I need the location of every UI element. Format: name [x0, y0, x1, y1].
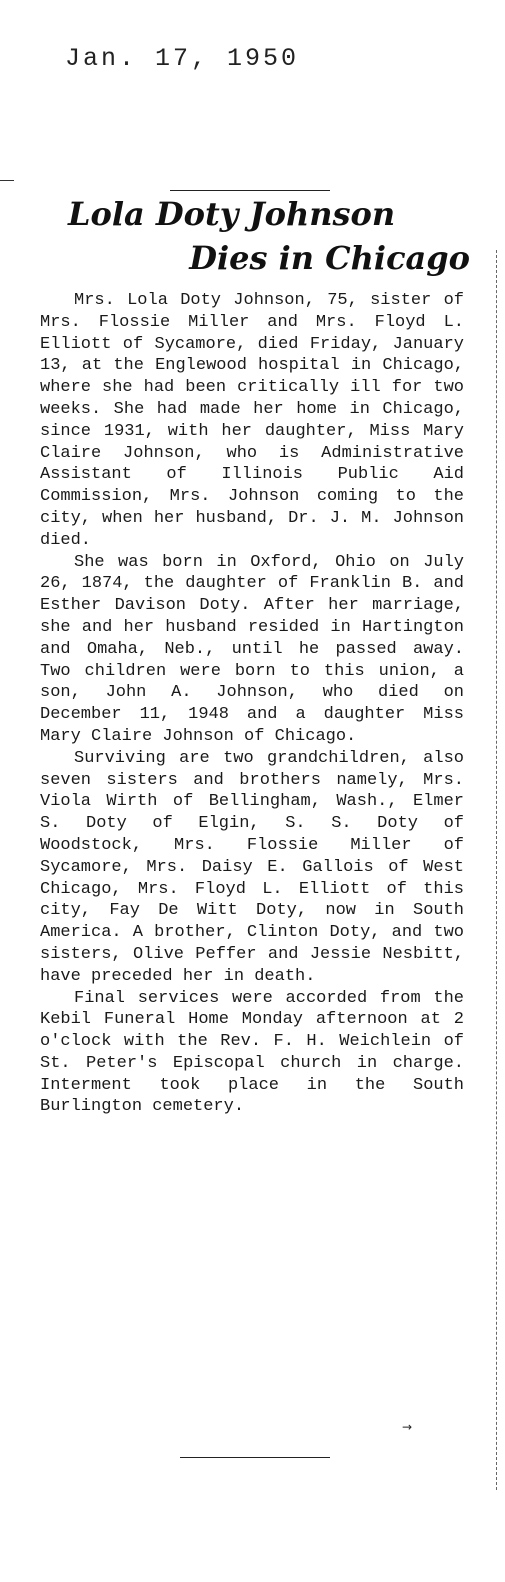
paragraph-obituary-intro: Mrs. Lola Doty Johnson, 75, sister of Mrs. Flossie Miller and Mrs. Floyd L. Elliott of Sycamore, died Friday, January 13, at the Englewood hospital in Chicago, where she had been critically ill for two weeks. She had made her home in Chicago, since 1931, with her daughter, Miss Mary Claire Johnson, who is Administrative Assistant of Illinois Public Aid Commission, Mrs. Johnson coming to the city, when her husband, Dr. J. M. Johnson died. [40, 291, 464, 550]
article-end-rule [180, 1457, 330, 1458]
paragraph-birth-and-family: She was born in Oxford, Ohio on July 26, 1874, the daughter of Franklin B. and Esther Davison Doty. After her marriage, she and her husband resided in Hartington and Omaha, Neb., until he passed away. Two children were born to this union, a son, John A. Johnson, who died on December 11, 1948 and a daughter Miss Mary Claire Johnson of Chicago. [40, 552, 464, 746]
headline-top-rule [170, 190, 330, 191]
paragraph-survivors: Surviving are two grandchildren, also seven sisters and brothers namely, Mrs. Viola Wirth of Bellingham, Wash., Elmer S. Doty of Elgin, S. S. Doty of Woodstock, Mrs. Flossie Miller of Sycamore, Mrs. Daisy E. Gallois of West Chicago, Mrs. Floyd L. Elliott of this city, Fay De Witt Doty, now in South America. A brother, Clinton Doty, and two sisters, Olive Peffer and Jessie Nesbitt, have preceded her in death. [40, 748, 464, 986]
column-edge-rule [496, 250, 497, 1490]
clipping-date: Jan. 17, 1950 [65, 44, 300, 73]
paragraph-services: Final services were accorded from the Kebil Funeral Home Monday afternoon at 2 o'clock with the Rev. F. H. Weichlein of St. Peter's Episcopal church in charge. Interment took place in the South Burlington cemetery. [40, 988, 464, 1117]
article-headline [60, 192, 470, 280]
headline-line-1: Lola Doty Johnson [68, 195, 396, 233]
margin-tick [0, 180, 14, 181]
end-arrow-icon: → [402, 1420, 413, 1434]
article-body [40, 290, 464, 1118]
headline-line-2: Dies in Chicago [189, 239, 470, 277]
